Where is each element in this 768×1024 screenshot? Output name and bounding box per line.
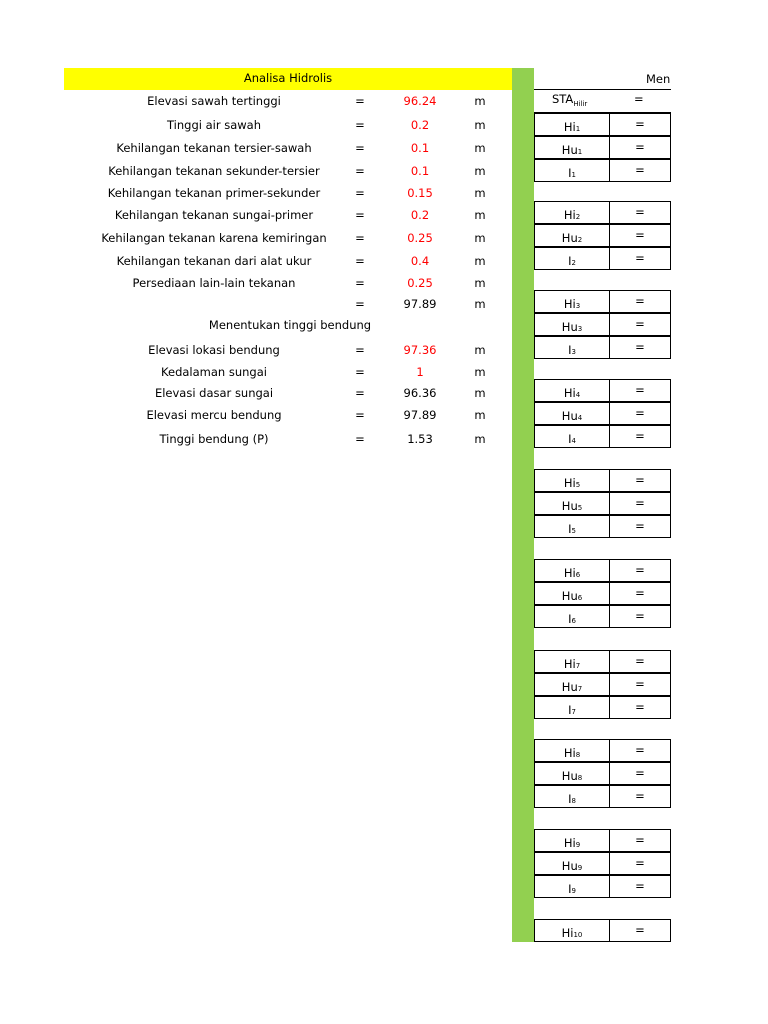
hydraulics-unit: m	[474, 208, 486, 222]
weir-row	[64, 406, 512, 426]
hydraulics-row	[64, 206, 512, 226]
param-subscript: 4	[575, 391, 581, 399]
hydraulics-value: 0.25	[407, 231, 433, 245]
hydraulics-value: 96.24	[403, 94, 437, 108]
hydraulics-row	[64, 229, 512, 249]
hydraulics-label: Kehilangan tekanan primer-sekunder	[107, 186, 321, 200]
param-subscript: 7	[575, 662, 581, 670]
weir-value: 1.53	[407, 432, 433, 446]
param-symbol: Hi	[563, 386, 576, 400]
param-cell	[534, 402, 610, 425]
param-cell	[534, 379, 610, 402]
equals-cell	[609, 875, 671, 898]
equals-sign: =	[635, 140, 645, 154]
equals-sign: =	[635, 609, 645, 623]
equals-cell	[609, 201, 671, 224]
hydraulics-unit: m	[474, 254, 486, 268]
hydraulics-equals: =	[355, 118, 365, 132]
equals-cell	[609, 492, 671, 515]
equals-cell	[609, 762, 671, 785]
param-symbol: I	[568, 432, 572, 446]
equals-cell	[609, 290, 671, 313]
equals-sign: =	[635, 163, 645, 177]
hydraulics-row	[64, 274, 512, 294]
param-symbol: Hu	[561, 680, 578, 694]
equals-cell	[609, 515, 671, 538]
hydraulics-equals: =	[355, 208, 365, 222]
hydraulics-equals: =	[355, 276, 365, 290]
hydraulics-label: Kehilangan tekanan tersier-sawah	[116, 141, 312, 155]
param-symbol: I	[568, 254, 572, 268]
equals-sign: =	[635, 856, 645, 870]
hydraulics-unit: m	[474, 118, 486, 132]
equals-cell	[609, 159, 671, 182]
hydraulics-label: Kehilangan tekanan dari alat ukur	[116, 254, 312, 268]
hydraulics-label: Tinggi air sawah	[166, 118, 261, 132]
hydraulics-value: 0.1	[410, 141, 430, 155]
equals-sign: =	[635, 923, 645, 937]
param-subscript: 4	[577, 414, 583, 422]
weir-value: 97.89	[403, 408, 437, 422]
weir-row	[64, 384, 512, 404]
weir-label: Tinggi bendung (P)	[159, 432, 269, 446]
green-divider-column	[512, 68, 534, 942]
hydraulics-value: 0.4	[410, 254, 430, 268]
hydraulics-label: Elevasi sawah tertinggi	[147, 94, 281, 108]
equals-sign: =	[635, 496, 645, 510]
param-subscript: 1	[577, 148, 583, 156]
weir-label: Elevasi lokasi bendung	[148, 343, 280, 357]
weir-equals: =	[355, 408, 365, 422]
sta-label: $STA_{Hilir}$	[552, 92, 588, 108]
equals-cell	[609, 425, 671, 448]
param-cell	[534, 113, 610, 136]
hydraulics-row	[64, 295, 512, 315]
param-subscript: 10	[573, 931, 583, 939]
equals-cell	[609, 402, 671, 425]
param-subscript: 9	[575, 841, 581, 849]
weir-row	[64, 341, 512, 361]
param-symbol: I	[568, 522, 572, 536]
param-subscript: 1	[575, 125, 581, 133]
equals-cell	[609, 739, 671, 762]
equals-cell	[609, 224, 671, 247]
hydraulics-value: 0.1	[410, 164, 430, 178]
hydraulics-equals: =	[355, 231, 365, 245]
hydraulics-equals: =	[355, 186, 365, 200]
param-symbol: Hi	[563, 297, 576, 311]
equals-sign: =	[635, 654, 645, 668]
equals-cell	[609, 852, 671, 875]
param-cell	[534, 336, 610, 359]
param-symbol: I	[568, 703, 572, 717]
param-symbol: Hu	[561, 769, 578, 783]
right-section-title: Men	[646, 72, 671, 86]
weir-row	[64, 363, 512, 383]
equals-sign: =	[635, 563, 645, 577]
equals-cell	[609, 919, 671, 942]
param-cell	[534, 290, 610, 313]
weir-unit: m	[474, 365, 486, 379]
weir-equals: =	[355, 386, 365, 400]
param-symbol: Hu	[561, 499, 578, 513]
param-symbol: I	[568, 343, 572, 357]
hydraulics-equals: =	[355, 94, 365, 108]
equals-sign: =	[635, 586, 645, 600]
param-cell	[534, 425, 610, 448]
param-cell	[534, 159, 610, 182]
equals-sign: =	[635, 340, 645, 354]
weir-value: 96.36	[403, 386, 437, 400]
param-cell	[534, 852, 610, 875]
param-cell	[534, 201, 610, 224]
param-cell	[534, 582, 610, 605]
equals-sign: =	[635, 833, 645, 847]
param-symbol: Hu	[561, 589, 578, 603]
hydraulics-value: 97.89	[403, 297, 437, 311]
hydraulics-equals: =	[355, 254, 365, 268]
weir-unit: m	[474, 343, 486, 357]
equals-sign: =	[635, 251, 645, 265]
param-subscript: 5	[577, 504, 583, 512]
param-subscript: 6	[571, 617, 576, 625]
equals-cell	[609, 247, 671, 270]
hydraulics-label: Kehilangan tekanan sungai-primer	[114, 208, 314, 222]
hydraulics-row	[64, 252, 512, 272]
weir-label: Kedalaman sungai	[161, 365, 267, 379]
equals-sign: =	[635, 700, 645, 714]
param-symbol: Hi	[563, 476, 576, 490]
param-cell	[534, 919, 610, 942]
hydraulics-label: Kehilangan tekanan karena kemiringan	[101, 231, 327, 245]
hydraulics-unit: m	[474, 94, 486, 108]
param-symbol: Hi	[563, 746, 576, 760]
param-cell	[534, 829, 610, 852]
hydraulics-label: Kehilangan tekanan sekunder-tersier	[108, 164, 320, 178]
weir-value: 1	[416, 365, 424, 379]
hydraulics-unit: m	[474, 276, 486, 290]
equals-cell	[609, 696, 671, 719]
param-cell	[534, 559, 610, 582]
equals-cell	[609, 313, 671, 336]
param-symbol: I	[568, 612, 572, 626]
equals-sign: =	[635, 205, 645, 219]
equals-sign: =	[635, 317, 645, 331]
weir-equals: =	[355, 365, 365, 379]
hydraulics-equals: =	[355, 141, 365, 155]
hydraulics-row	[64, 184, 512, 204]
param-subscript: 4	[571, 437, 576, 445]
equals-cell	[609, 650, 671, 673]
param-subscript: 1	[571, 171, 576, 179]
equals-sign: =	[635, 473, 645, 487]
sta-top-rule	[534, 89, 671, 90]
weir-label: Elevasi dasar sungai	[154, 386, 274, 400]
param-cell	[534, 224, 610, 247]
param-subscript: 3	[575, 302, 581, 310]
equals-sign: =	[635, 789, 645, 803]
weir-unit: m	[474, 408, 486, 422]
section-title: Analisa Hidrolis	[243, 71, 333, 85]
param-cell	[534, 136, 610, 159]
param-cell	[534, 605, 610, 628]
hydraulics-value: 0.15	[407, 186, 433, 200]
param-symbol: Hu	[561, 409, 578, 423]
equals-sign: =	[635, 766, 645, 780]
hydraulics-unit: m	[474, 164, 486, 178]
equals-cell	[609, 582, 671, 605]
hydraulics-row	[64, 92, 512, 112]
param-symbol: I	[568, 792, 572, 806]
equals-sign: =	[635, 677, 645, 691]
equals-sign: =	[635, 294, 645, 308]
equals-sign: =	[635, 743, 645, 757]
hydraulics-unit: m	[474, 297, 486, 311]
param-subscript: 8	[575, 751, 581, 759]
equals-cell	[609, 673, 671, 696]
hydraulics-equals: =	[355, 164, 365, 178]
param-symbol: Hi	[563, 120, 576, 134]
weir-heading: Menentukan tinggi bendung	[208, 318, 372, 332]
param-subscript: 5	[575, 481, 581, 489]
param-cell	[534, 673, 610, 696]
hydraulics-label: Persediaan lain-lain tekanan	[132, 276, 296, 290]
param-subscript: 6	[575, 571, 581, 579]
hydraulics-value: 0.2	[410, 208, 430, 222]
param-cell	[534, 762, 610, 785]
equals-sign: =	[635, 117, 645, 131]
param-cell	[534, 492, 610, 515]
equals-cell	[609, 605, 671, 628]
equals-cell	[609, 829, 671, 852]
hydraulics-unit: m	[474, 186, 486, 200]
param-subscript: 7	[577, 685, 583, 693]
equals-cell	[609, 785, 671, 808]
param-subscript: 3	[571, 348, 576, 356]
param-symbol: Hi	[563, 836, 576, 850]
weir-equals: =	[355, 343, 365, 357]
equals-cell	[609, 559, 671, 582]
weir-equals: =	[355, 432, 365, 446]
equals-sign: =	[635, 879, 645, 893]
param-subscript: 2	[571, 259, 576, 267]
weir-unit: m	[474, 386, 486, 400]
equals-cell	[609, 469, 671, 492]
param-subscript: 5	[571, 527, 576, 535]
sta-equals: =	[634, 92, 644, 106]
param-symbol: I	[568, 882, 572, 896]
param-cell	[534, 650, 610, 673]
param-symbol: Hi	[561, 926, 574, 940]
title-bar	[64, 68, 512, 90]
param-cell	[534, 785, 610, 808]
equals-cell	[609, 136, 671, 159]
param-subscript: 7	[571, 708, 576, 716]
param-subscript: 2	[575, 213, 581, 221]
equals-cell	[609, 379, 671, 402]
param-subscript: 9	[577, 864, 583, 872]
param-subscript: 9	[571, 887, 576, 895]
equals-sign: =	[635, 429, 645, 443]
hydraulics-row	[64, 162, 512, 182]
param-symbol: Hu	[561, 143, 578, 157]
equals-sign: =	[635, 519, 645, 533]
hydraulics-value: 0.25	[407, 276, 433, 290]
param-cell	[534, 469, 610, 492]
param-subscript: 3	[577, 325, 583, 333]
hydraulics-equals: =	[355, 297, 365, 311]
param-subscript: 8	[571, 797, 576, 805]
param-symbol: Hi	[563, 566, 576, 580]
hydraulics-row	[64, 116, 512, 136]
weir-unit: m	[474, 432, 486, 446]
param-cell	[534, 739, 610, 762]
param-subscript: 2	[577, 236, 583, 244]
param-subscript: 6	[577, 594, 583, 602]
param-symbol: Hu	[561, 231, 578, 245]
equals-cell	[609, 113, 671, 136]
equals-sign: =	[635, 406, 645, 420]
param-symbol: I	[568, 166, 572, 180]
hydraulics-value: 0.2	[410, 118, 430, 132]
weir-row	[64, 430, 512, 450]
weir-label: Elevasi mercu bendung	[146, 408, 282, 422]
hydraulics-unit: m	[474, 141, 486, 155]
param-cell	[534, 875, 610, 898]
hydraulics-unit: m	[474, 231, 486, 245]
param-cell	[534, 696, 610, 719]
equals-cell	[609, 336, 671, 359]
param-symbol: Hu	[561, 859, 578, 873]
weir-value: 97.36	[403, 343, 437, 357]
param-cell	[534, 247, 610, 270]
equals-sign: =	[635, 228, 645, 242]
equals-sign: =	[635, 383, 645, 397]
param-symbol: Hi	[563, 208, 576, 222]
param-symbol: Hu	[561, 320, 578, 334]
hydraulics-row	[64, 139, 512, 159]
param-cell	[534, 515, 610, 538]
param-subscript: 8	[577, 774, 583, 782]
param-symbol: Hi	[563, 657, 576, 671]
param-cell	[534, 313, 610, 336]
